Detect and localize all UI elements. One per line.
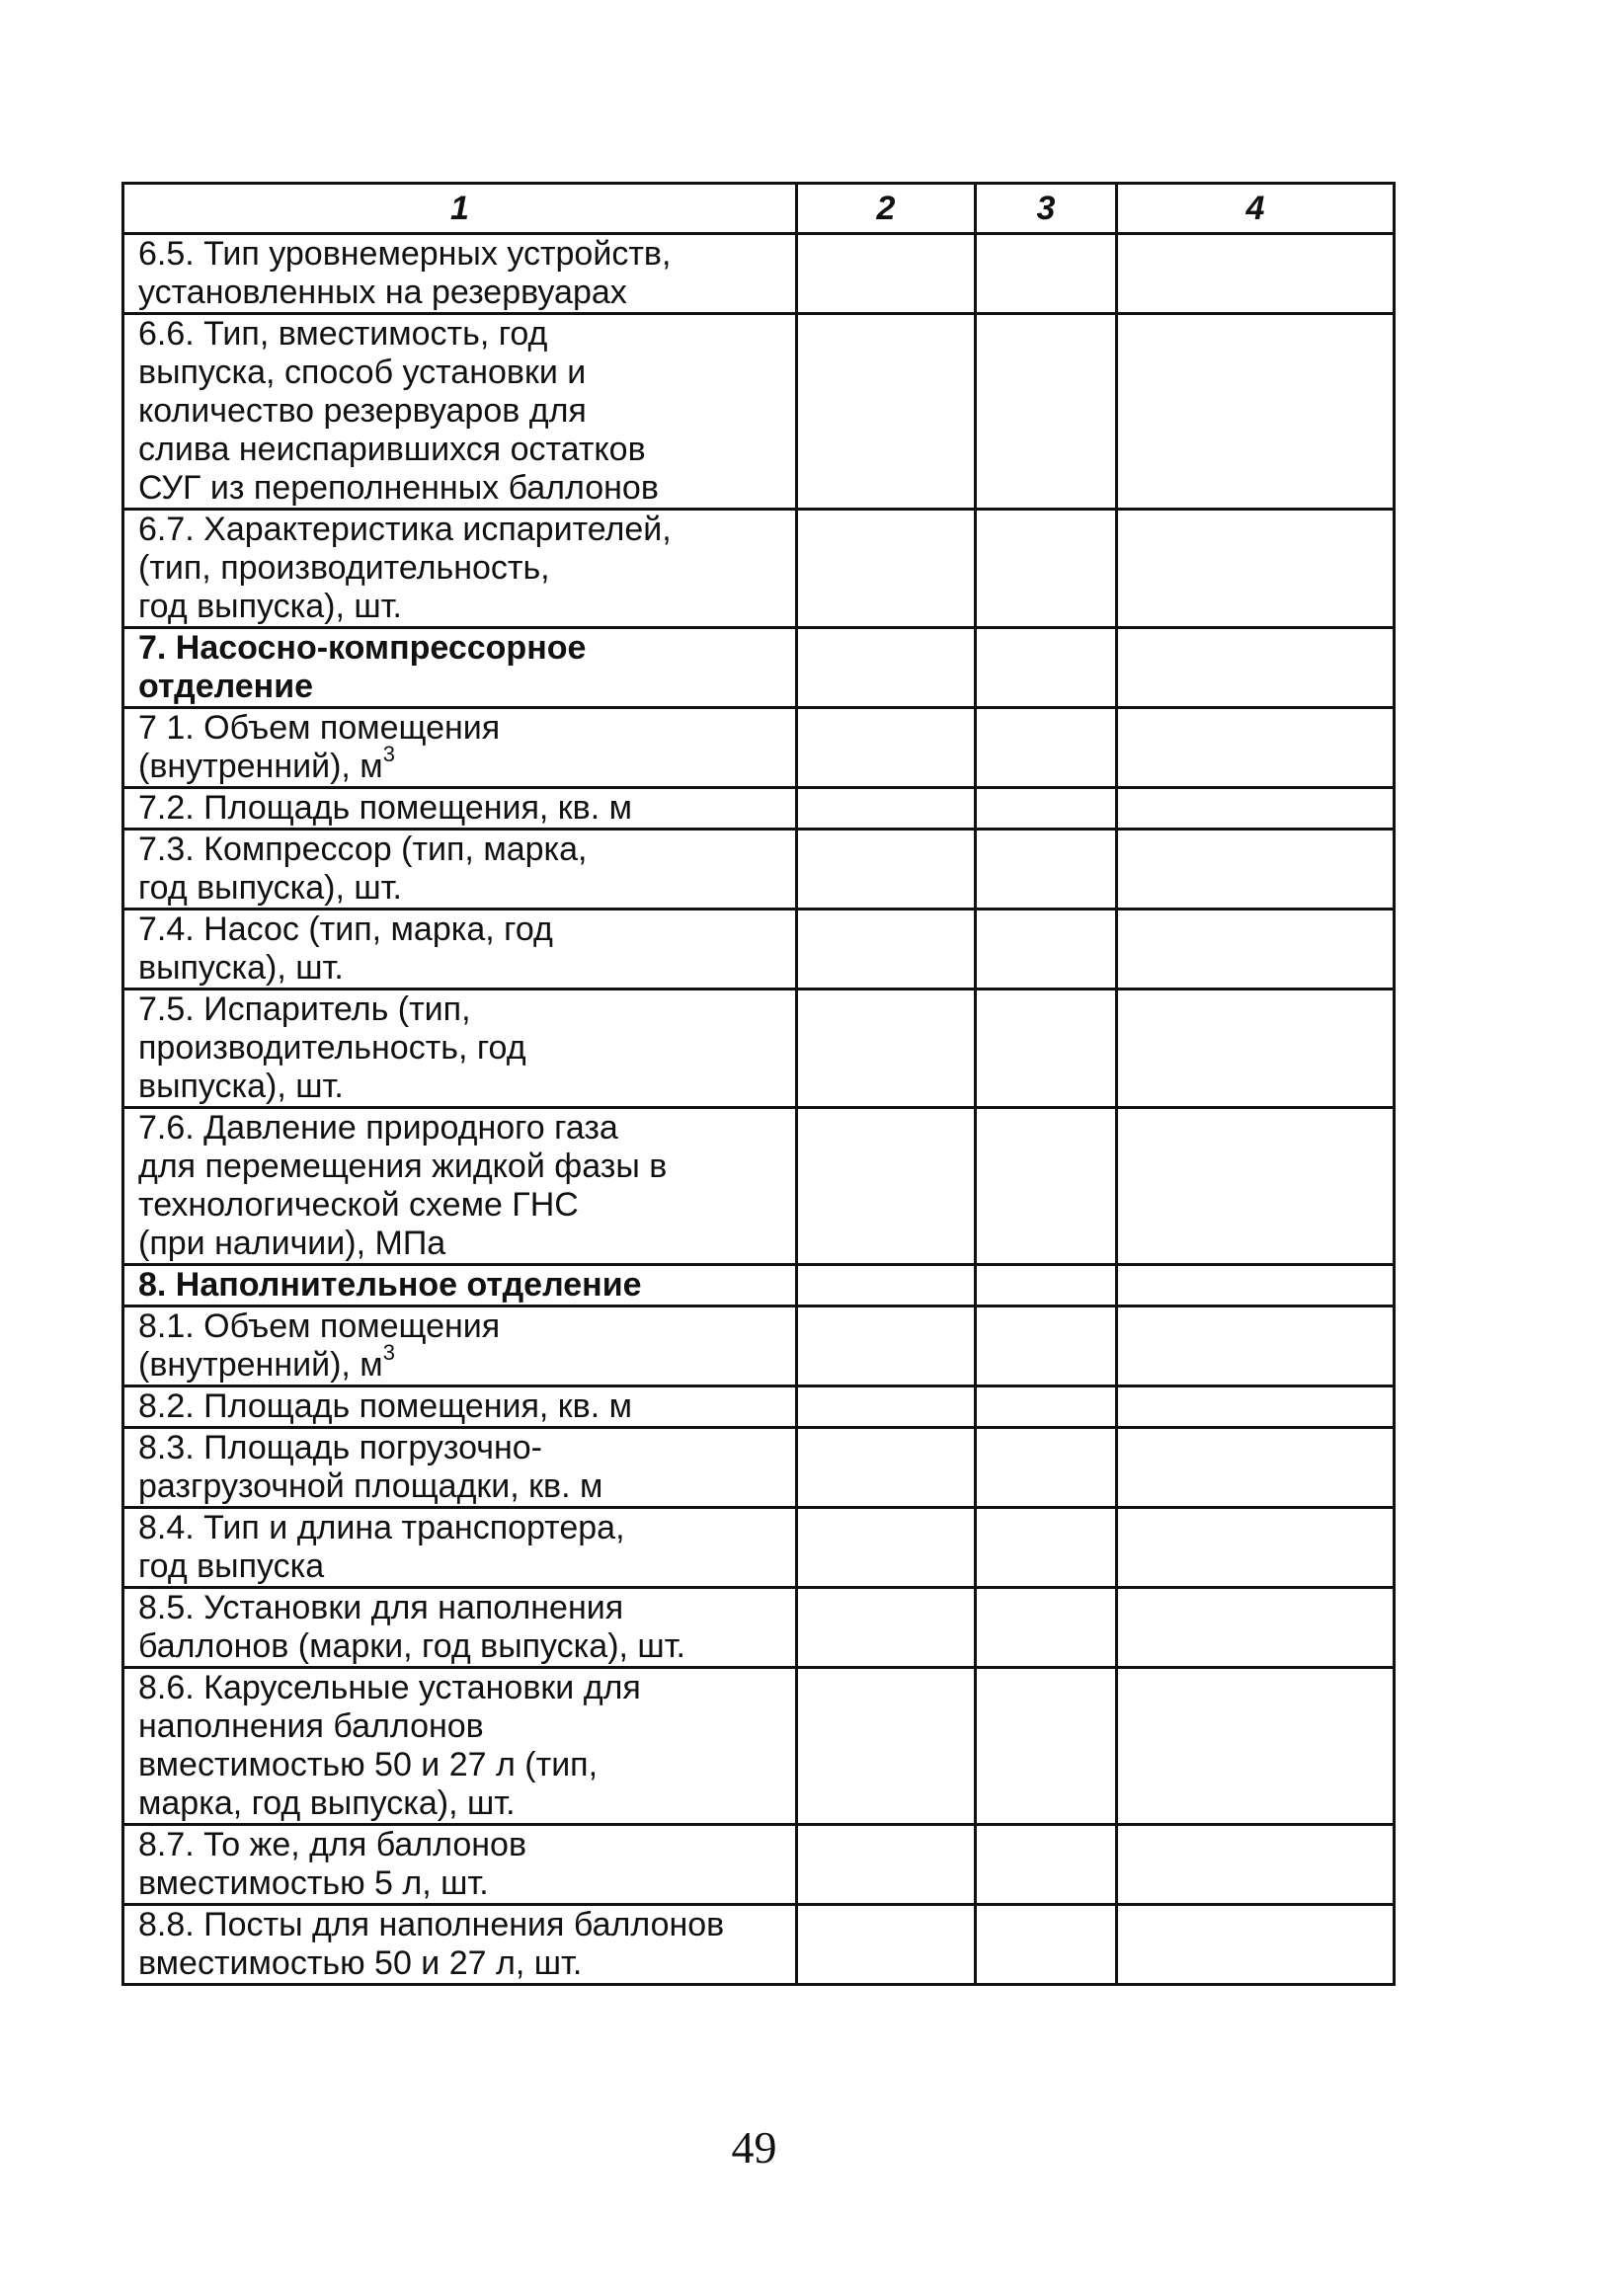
value-cell	[1117, 1428, 1395, 1508]
value-cell	[976, 708, 1117, 788]
table-row	[123, 910, 1395, 990]
value-cell	[797, 1306, 976, 1386]
table-row	[123, 314, 1395, 510]
row-label	[123, 1108, 797, 1265]
superscript: 3	[382, 741, 395, 766]
value-cell	[1117, 628, 1395, 708]
table-row	[123, 788, 1395, 830]
row-text: 6.6. Тип, вместимость, год выпуска, способ установки и количество резервуаров для слива неиспарившихся остатков СУГ из переполненных баллонов	[138, 315, 659, 507]
row-label	[123, 708, 797, 788]
table-row	[123, 1428, 1395, 1508]
table-row	[123, 510, 1395, 628]
value-cell	[976, 910, 1117, 990]
row-text: 8.4. Тип и длина транспортера, год выпуска	[138, 1509, 625, 1585]
table-row	[123, 1668, 1395, 1825]
value-cell	[1117, 1588, 1395, 1668]
value-cell	[976, 1386, 1117, 1428]
row-text: 8.1. Объем помещения (внутренний), м	[138, 1307, 501, 1384]
row-label	[123, 1588, 797, 1668]
value-cell	[797, 830, 976, 910]
row-label	[123, 314, 797, 510]
table-row	[123, 1588, 1395, 1668]
value-cell	[976, 830, 1117, 910]
equipment-table	[121, 182, 1396, 1986]
table-row	[123, 1108, 1395, 1265]
row-label	[123, 1668, 797, 1825]
value-cell	[1117, 1306, 1395, 1386]
value-cell	[797, 1825, 976, 1905]
value-cell	[797, 1108, 976, 1265]
row-text: 6.7. Характеристика испарителей, (тип, производительность, год выпуска), шт.	[138, 511, 672, 625]
row-label	[123, 1825, 797, 1905]
table-row	[123, 708, 1395, 788]
value-cell	[976, 1905, 1117, 1985]
row-text: 7.3. Компрессор (тип, марка, год выпуска), шт.	[138, 831, 588, 907]
row-label	[123, 510, 797, 628]
value-cell	[797, 708, 976, 788]
value-cell	[1117, 1108, 1395, 1265]
value-cell	[976, 1668, 1117, 1825]
table-row	[123, 1306, 1395, 1386]
row-text: 8.3. Площадь погрузочно- разгрузочной площадки, кв. м	[138, 1429, 603, 1505]
column-header-3: 3	[976, 184, 1117, 234]
page-number: 49	[731, 2122, 777, 2173]
value-cell	[797, 234, 976, 314]
value-cell	[1117, 1508, 1395, 1588]
superscript: 3	[382, 1339, 395, 1365]
row-text: 8.5. Установки для наполнения баллонов (марки, год выпуска), шт.	[138, 1589, 685, 1665]
row-text: 8. Наполнительное отделение	[138, 1266, 642, 1304]
table-row	[123, 1508, 1395, 1588]
value-cell	[976, 1588, 1117, 1668]
row-text: 7.6. Давление природного газа для перемещения жидкой фазы в технологической схеме ГНС (при наличии), МПа	[138, 1109, 668, 1262]
value-cell	[976, 1306, 1117, 1386]
value-cell	[976, 990, 1117, 1108]
value-cell	[976, 1508, 1117, 1588]
section-row	[123, 628, 1395, 708]
row-text: 6.5. Тип уровнемерных устройств, установленных на резервуарах	[138, 235, 672, 311]
value-cell	[797, 910, 976, 990]
value-cell	[797, 1668, 976, 1825]
value-cell	[1117, 788, 1395, 830]
row-label	[123, 1306, 797, 1386]
row-text: 8.6. Карусельные установки для наполнения баллонов вместимостью 50 и 27 л (тип, марка, год выпуска), шт.	[138, 1669, 641, 1822]
column-header-4: 4	[1117, 184, 1395, 234]
value-cell	[797, 1508, 976, 1588]
row-label	[123, 830, 797, 910]
value-cell	[1117, 1386, 1395, 1428]
value-cell	[1117, 1265, 1395, 1306]
value-cell	[1117, 910, 1395, 990]
value-cell	[797, 990, 976, 1108]
row-text: 8.7. То же, для баллонов вместимостью 5 л, шт.	[138, 1826, 527, 1902]
row-label	[123, 1905, 797, 1985]
value-cell	[797, 628, 976, 708]
value-cell	[797, 314, 976, 510]
row-text: 7. Насосно-компрессорное отделение	[138, 629, 587, 705]
row-label	[123, 1428, 797, 1508]
section-heading	[123, 628, 797, 708]
value-cell	[1117, 1668, 1395, 1825]
table-row	[123, 1825, 1395, 1905]
section-heading	[123, 1265, 797, 1306]
value-cell	[976, 1265, 1117, 1306]
value-cell	[1117, 990, 1395, 1108]
value-cell	[797, 1905, 976, 1985]
row-label	[123, 234, 797, 314]
value-cell	[797, 788, 976, 830]
row-label	[123, 1386, 797, 1428]
value-cell	[797, 1428, 976, 1508]
row-text: 7.4. Насос (тип, марка, год выпуска), шт.	[138, 910, 553, 987]
value-cell	[797, 1386, 976, 1428]
value-cell	[976, 1825, 1117, 1905]
row-text: 8.8. Посты для наполнения баллонов вместимостью 50 и 27 л, шт.	[138, 1906, 725, 1982]
table-row	[123, 830, 1395, 910]
value-cell	[976, 1428, 1117, 1508]
row-text: 7.2. Площадь помещения, кв. м	[138, 789, 632, 827]
table-row	[123, 1386, 1395, 1428]
row-text: 7.5. Испаритель (тип, производительность, год выпуска), шт.	[138, 990, 526, 1105]
value-cell	[1117, 1825, 1395, 1905]
table-row	[123, 234, 1395, 314]
value-cell	[976, 1108, 1117, 1265]
row-label	[123, 910, 797, 990]
column-header-1: 1	[123, 184, 797, 234]
row-label	[123, 990, 797, 1108]
value-cell	[976, 314, 1117, 510]
value-cell	[797, 510, 976, 628]
value-cell	[1117, 1905, 1395, 1985]
row-label	[123, 788, 797, 830]
value-cell	[976, 510, 1117, 628]
column-header-2: 2	[797, 184, 976, 234]
row-text: 7 1. Объем помещения (внутренний), м	[138, 709, 501, 785]
value-cell	[976, 788, 1117, 830]
value-cell	[797, 1265, 976, 1306]
row-text: 8.2. Площадь помещения, кв. м	[138, 1387, 632, 1425]
value-cell	[1117, 830, 1395, 910]
value-cell	[1117, 708, 1395, 788]
value-cell	[1117, 314, 1395, 510]
table-row	[123, 1905, 1395, 1985]
table-row	[123, 990, 1395, 1108]
value-cell	[976, 234, 1117, 314]
value-cell	[1117, 510, 1395, 628]
value-cell	[1117, 234, 1395, 314]
header-row	[123, 184, 1395, 234]
row-label	[123, 1508, 797, 1588]
section-row	[123, 1265, 1395, 1306]
value-cell	[976, 628, 1117, 708]
value-cell	[797, 1588, 976, 1668]
